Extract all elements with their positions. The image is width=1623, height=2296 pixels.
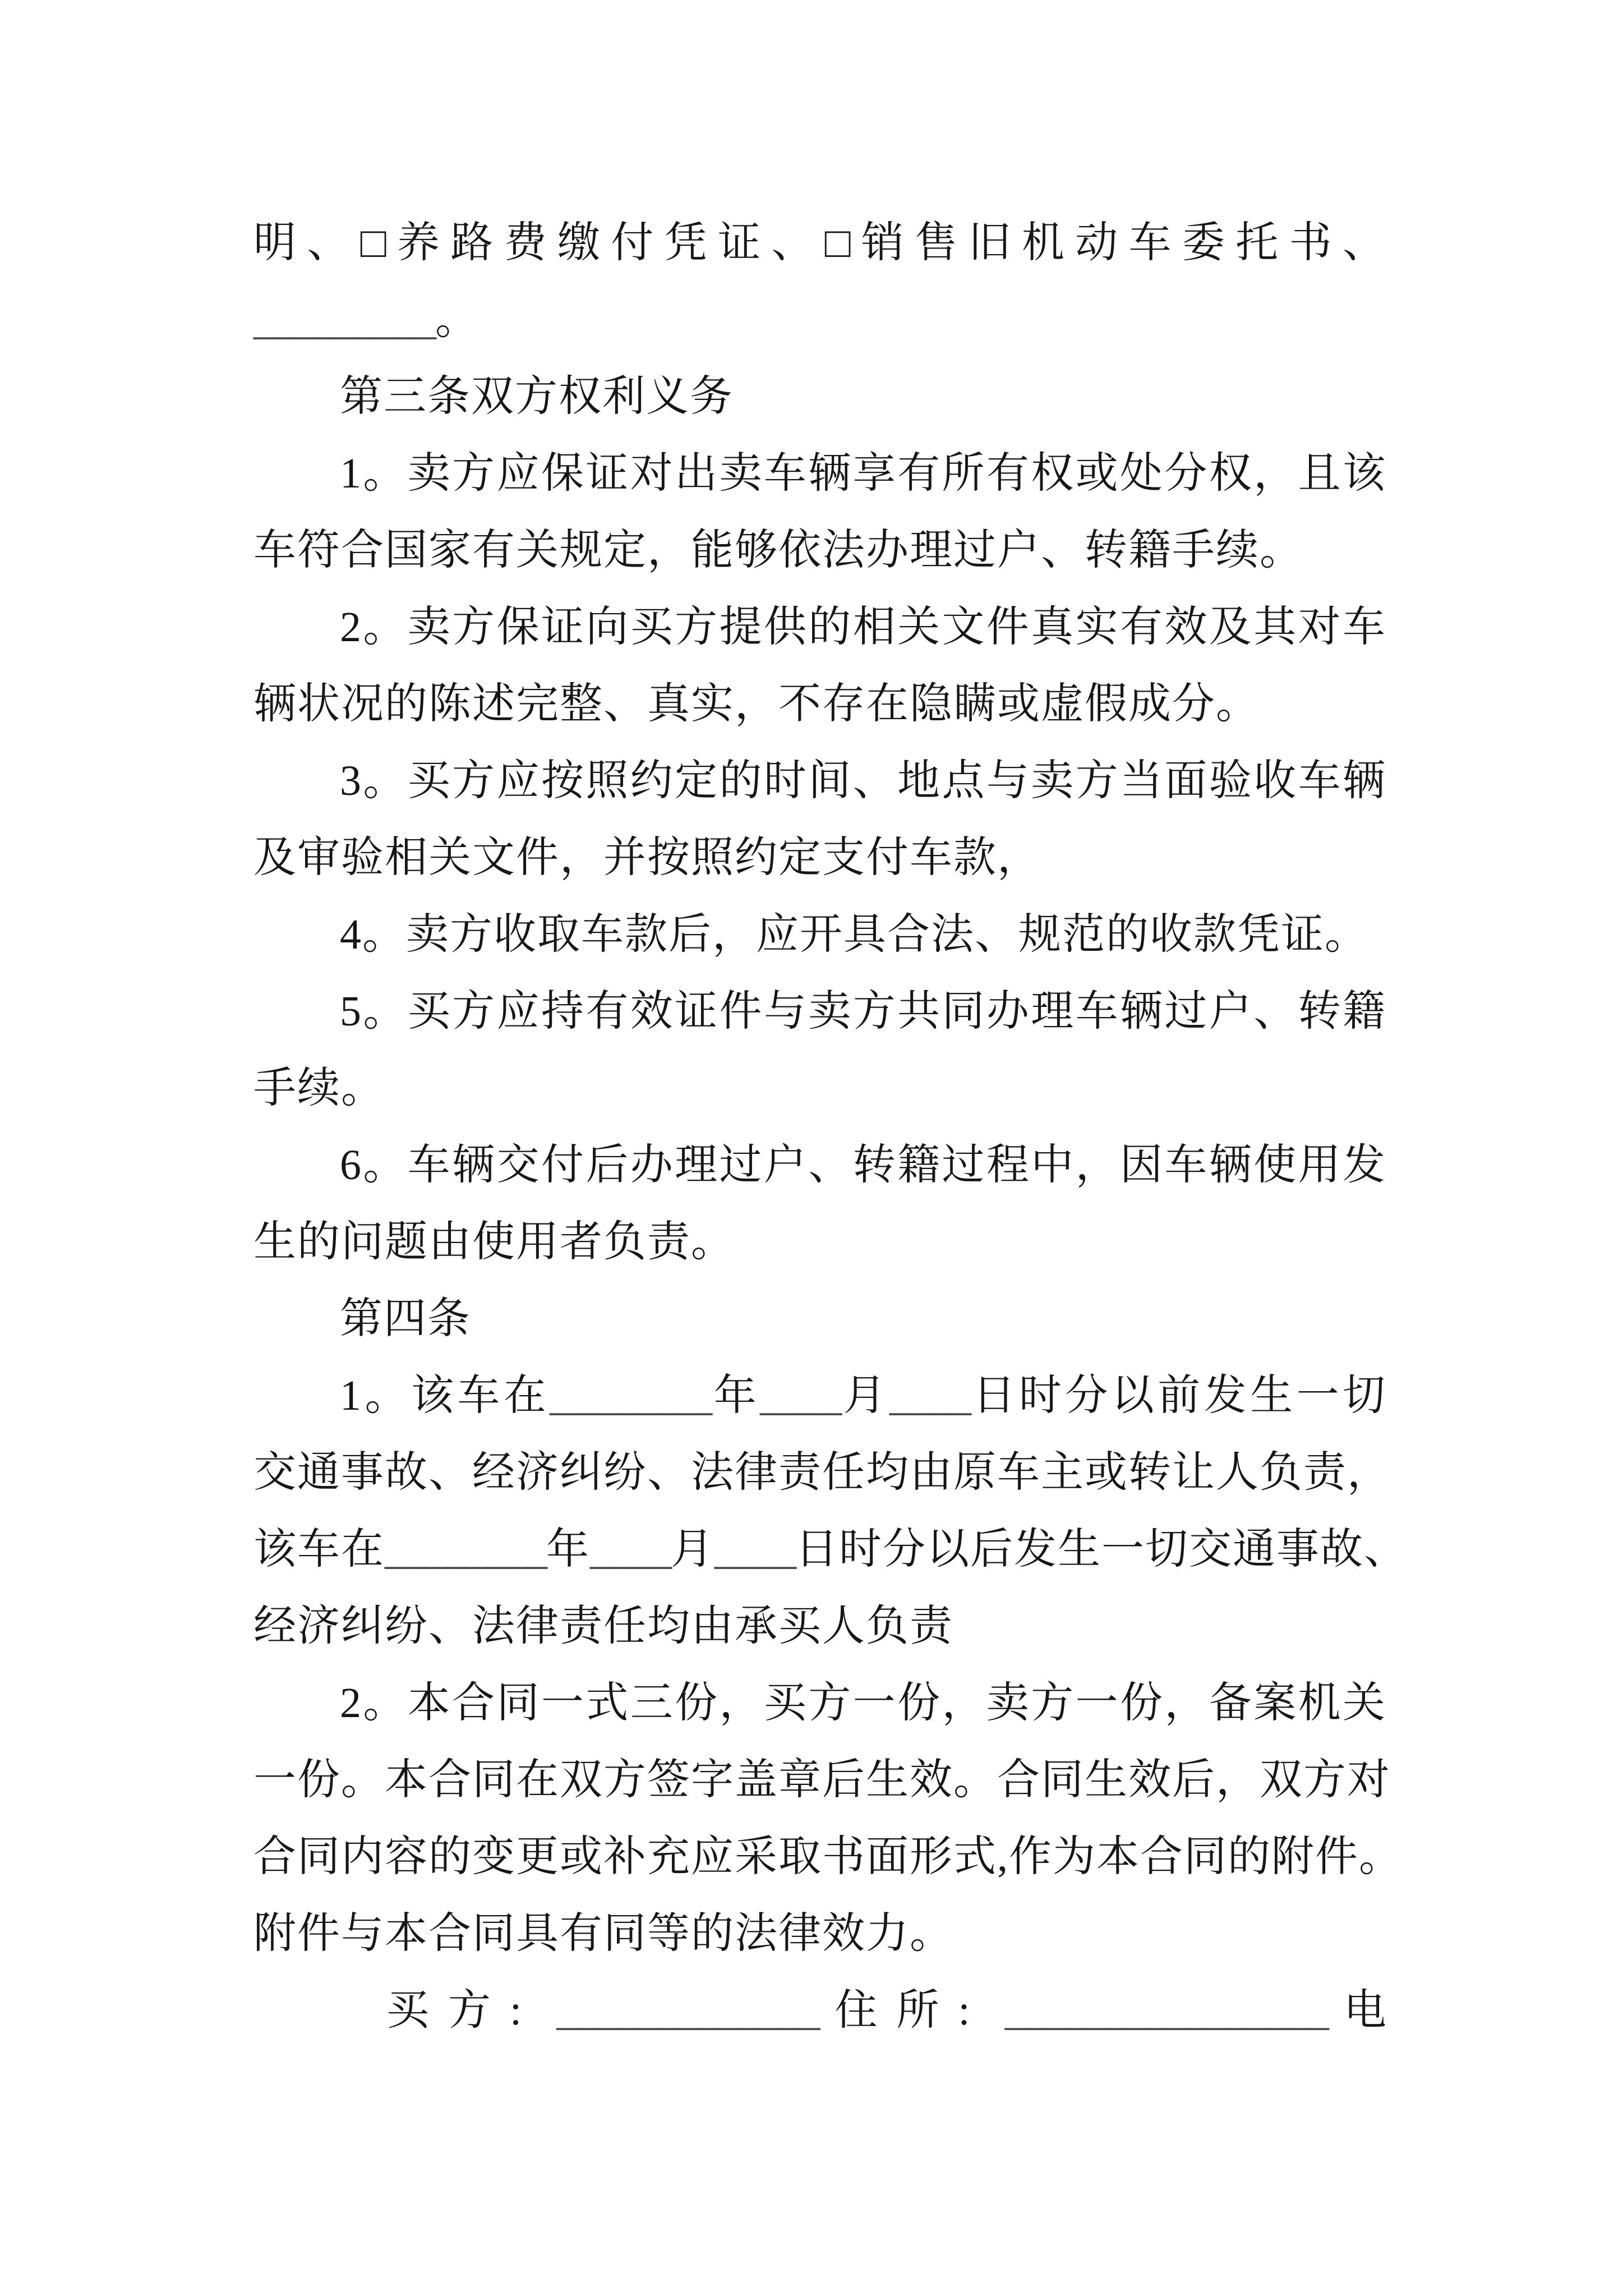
article4-clause-2-line-1: 2。本合同一式三份，买方一份，卖方一份，备案机关 bbox=[340, 1680, 1386, 1727]
clause-text: 日时分以前发生一切 bbox=[970, 1372, 1387, 1419]
clause-text: 日时分以后发生一切交通事故、 bbox=[795, 1526, 1408, 1573]
article3-clause-6-line-1: 6。车辆交付后办理过户、转籍过程中，因车辆使用发 bbox=[340, 1142, 1386, 1189]
year-unit: 年 bbox=[546, 1526, 590, 1573]
article3-clause-3-line-1: 3。买方应按照约定的时间、地点与卖方当面验收车辆 bbox=[340, 757, 1386, 804]
article4-clause-2-line-4: 附件与本合同具有同等的法律效力。 bbox=[253, 1910, 953, 1957]
day-blank: ____ bbox=[714, 1526, 795, 1573]
article3-clause-3-line-2: 及审验相关文件，并按照约定支付车款， bbox=[253, 834, 1041, 881]
article4-clause-1-line-1 bbox=[253, 1358, 1386, 1434]
article3-clause-2-line-2: 辆状况的陈述完整、真实，不存在隐瞒或虚假成分。 bbox=[253, 680, 1260, 728]
line-end-punctuation: 。 bbox=[435, 296, 479, 343]
year-blank: ________ bbox=[550, 1372, 712, 1419]
month-blank: ____ bbox=[760, 1372, 841, 1419]
buyer-blank: _____________ bbox=[556, 1987, 819, 2034]
article3-clause-5-line-2: 手续。 bbox=[253, 1065, 385, 1112]
day-blank: ____ bbox=[889, 1372, 971, 1419]
carryover-line-1: 明、□养路费缴付凭证、□销售旧机动车委托书、 bbox=[253, 219, 1386, 266]
article4-clause-1-line-3 bbox=[253, 1511, 1408, 1588]
month-unit: 月 bbox=[671, 1526, 714, 1573]
signature-line bbox=[253, 1972, 1386, 2049]
phone-label: 电 bbox=[1344, 1987, 1386, 2034]
article4-heading: 第四条 bbox=[340, 1295, 471, 1342]
article4-clause-2-line-3: 合同内容的变更或补充应采取书面形式,作为本合同的附件。 bbox=[253, 1833, 1403, 1880]
buyer-label: 买方: bbox=[386, 1987, 541, 2034]
article4-clause-1-line-2: 交通事故、经济纠纷、法律责任均由原车主或转让人负责， bbox=[253, 1449, 1391, 1496]
month-blank: ____ bbox=[590, 1526, 671, 1573]
blank-field: _________ bbox=[253, 296, 435, 343]
carryover-line-2 bbox=[253, 282, 1386, 358]
article3-clause-1-line-1: 1。卖方应保证对出卖车辆享有所有权或处分权，且该 bbox=[340, 450, 1386, 497]
year-blank: ________ bbox=[385, 1526, 546, 1573]
article3-clause-5-line-1: 5。买方应持有效证件与卖方共同办理车辆过户、转籍 bbox=[340, 988, 1386, 1035]
article3-clause-4-line-1: 4。卖方收取车款后，应开具合法、规范的收款凭证。 bbox=[340, 911, 1368, 958]
article4-clause-1-line-4: 经济纠纷、法律责任均由承买人负责 bbox=[253, 1603, 953, 1650]
address-label: 住所: bbox=[834, 1987, 989, 2034]
month-unit: 月 bbox=[841, 1372, 890, 1419]
article3-heading: 第三条双方权利义务 bbox=[340, 373, 734, 420]
article3-clause-2-line-1: 2。卖方保证向买方提供的相关文件真实有效及其对车 bbox=[340, 604, 1386, 651]
contract-page-body bbox=[253, 205, 1408, 2049]
year-unit: 年 bbox=[711, 1372, 760, 1419]
clause-text: 该车在 bbox=[253, 1526, 385, 1573]
clause-text: 1。该车在 bbox=[340, 1372, 550, 1419]
article3-clause-1-line-2: 车符合国家有关规定，能够依法办理过户、转籍手续。 bbox=[253, 527, 1303, 574]
address-blank: ________________ bbox=[1004, 1987, 1328, 2034]
article4-clause-2-line-2: 一份。本合同在双方签字盖章后生效。合同生效后，双方对 bbox=[253, 1756, 1391, 1803]
article3-clause-6-line-2: 生的问题由使用者负责。 bbox=[253, 1218, 735, 1266]
